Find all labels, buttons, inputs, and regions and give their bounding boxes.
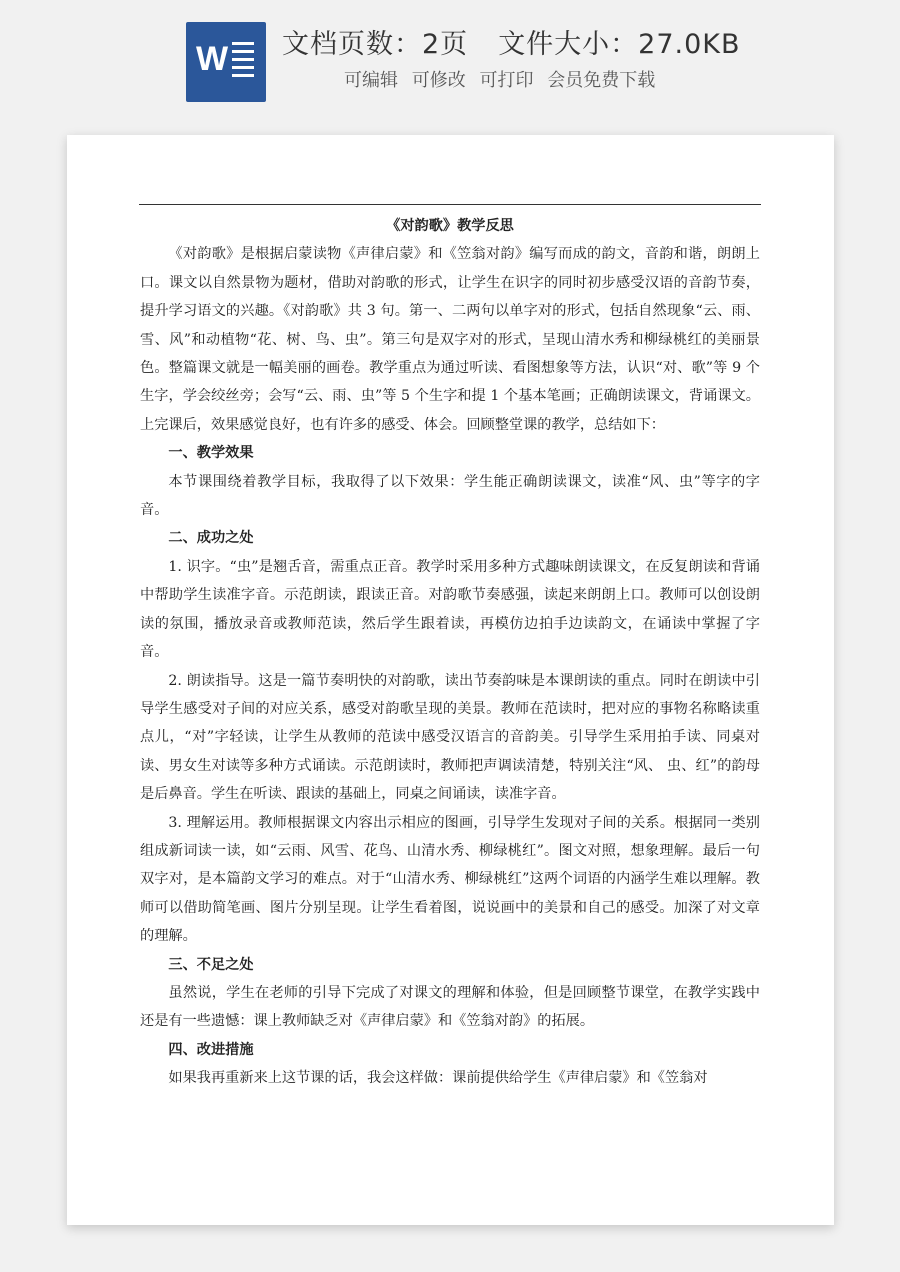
file-info-title bbox=[282, 22, 741, 61]
download-info-header bbox=[0, 0, 900, 120]
feature-editable: 可编辑 bbox=[344, 70, 398, 91]
word-icon-letter: W bbox=[196, 40, 229, 78]
success-paragraph-reading: 2. 朗读指导。这是一篇节奏明快的对韵歌，读出节奏韵味是本课朗读的重点。同时在朗读中引导学生感受对子间的对应关系，感受对韵歌呈现的美景。教师在范读时，把对应的事物名称略读重点儿，“对”字轻读，让学生从教师的范读中感受汉语言的音韵美。引导学生采用拍手读、同桌对读、男女生对读等多种方式诵读。示范朗读时，教师把声调读清楚，特别关注“风、 虫、红”的韵母是后鼻音。学生在听读、跟读的基础上，同桌之间诵读，读准字音。 bbox=[140, 672, 760, 803]
word-document-icon bbox=[186, 22, 266, 102]
header-rule bbox=[139, 204, 761, 205]
document-page bbox=[67, 135, 834, 1225]
shortcomings-paragraph: 虽然说，学生在老师的引导下完成了对课文的理解和体验，但是回顾整节课堂，在教学实践中还是有一些遗憾：课上教师缺乏对《声律启蒙》和《笠翁对韵》的拓展。 bbox=[140, 984, 760, 1030]
feature-modifiable: 可修改 bbox=[411, 70, 466, 91]
word-icon-lines bbox=[232, 42, 254, 82]
document-body bbox=[140, 212, 760, 1093]
intro-paragraph: 《对韵歌》是根据启蒙读物《声律启蒙》和《笠翁对韵》编写而成的韵文，音韵和谐，朗朗上口。课文以自然景物为题材，借助对韵歌的形式，让学生在识字的同时初步感受汉语的音韵节奏，提升学习语文的兴趣。《对韵歌》共 3 句。第一、二两句以单字对的形式，包括自然现象“云、雨、雪、风”和动植物“花、树、鸟、虫”。第三句是双字对的形式，呈现山清水秀和柳绿桃红的美丽景色。整篇课文就是一幅美丽的画卷。教学重点为通过听读、看图想象等方法，认识“对、歌”等 9 个生字，学会绞丝旁；会写“云、雨、虫”等 5 个生字和提 1 个基本笔画；正确朗读课文，背诵课文。上完课后，效果感觉良好，也有许多的感受、体会。回顾整堂课的教学，总结如下： bbox=[140, 246, 760, 433]
section-heading-shortcomings: 三、不足之处 bbox=[168, 956, 254, 973]
improvements-paragraph: 如果我再重新来上这节课的话，我会这样做：课前提供给学生《声律启蒙》和《笠翁对 bbox=[168, 1070, 708, 1087]
section-heading-successes: 二、成功之处 bbox=[168, 530, 254, 547]
effects-paragraph: 本节课围绕着教学目标，我取得了以下效果：学生能正确朗读课文，读准“风、虫”等字的字音。 bbox=[140, 473, 760, 519]
section-heading-effects: 一、教学效果 bbox=[168, 445, 254, 462]
file-size: 文件大小：27.0KB bbox=[498, 29, 741, 60]
feature-list bbox=[344, 66, 663, 92]
feature-member-download: 会员免费下载 bbox=[547, 70, 656, 91]
feature-printable: 可打印 bbox=[479, 70, 534, 91]
document-title: 《对韵歌》教学反思 bbox=[386, 218, 514, 234]
success-paragraph-literacy: 1. 识字。“虫”是翘舌音，需重点正音。教学时采用多种方式趣味朗读课文，在反复朗读和背诵中帮助学生读准字音。示范朗读，跟读正音。对韵歌节奏感强，读起来朗朗上口。教师可以创设朗读的氛围，播放录音或教师范读，然后学生跟着读，再模仿边拍手边读韵文，在诵读中掌握了字音。 bbox=[140, 558, 760, 661]
success-paragraph-application: 3. 理解运用。教师根据课文内容出示相应的图画，引导学生发现对子间的关系。根据同一类别组成新词读一读，如“云雨、风雪、花鸟、山清水秀、柳绿桃红”。图文对照，想象理解。最后一句双字对，是本篇韵文学习的难点。对于“山清水秀、柳绿桃红”这两个词语的内涵学生难以理解。教师可以借助简笔画、图片分别呈现。让学生看着图，说说画中的美景和自己的感受。加深了对文章的理解。 bbox=[140, 814, 760, 945]
section-heading-improvements: 四、改进措施 bbox=[168, 1041, 254, 1058]
page-count: 文档页数：2页 bbox=[282, 29, 469, 60]
